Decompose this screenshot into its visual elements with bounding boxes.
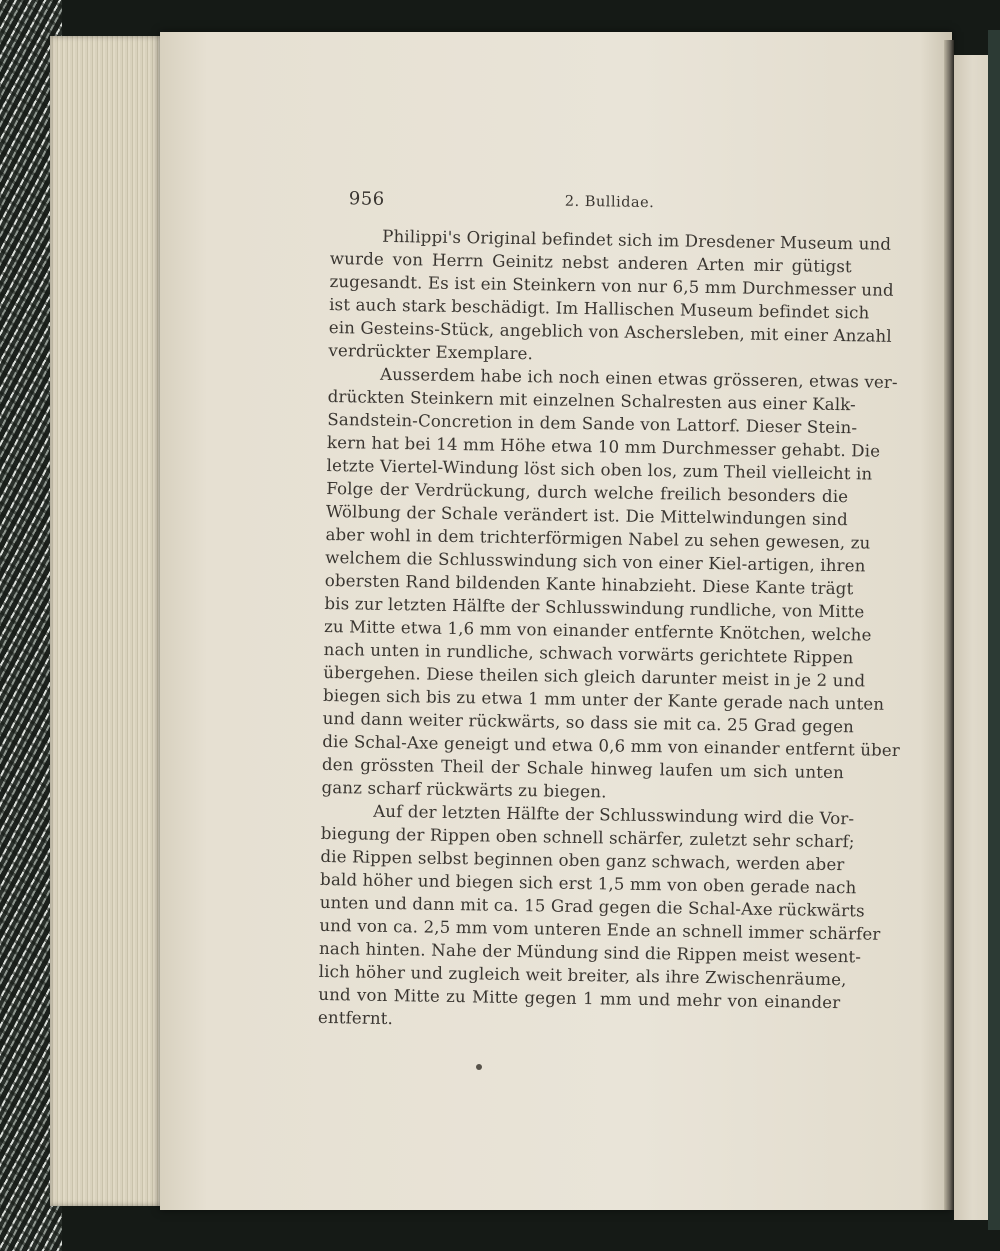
text-line: Philippi's Original befindet sich im Dresdener Museum und — [382, 226, 892, 254]
text-line: und dann weiter rückwärts, so dass sie mit ca. 25 Grad gegen — [322, 708, 855, 737]
text-line: die Schal-Axe geneigt und etwa 0,6 mm von einander entfernt über — [322, 731, 901, 761]
text-line: biegen sich bis zu etwa 1 mm unter der Kante gerade nach unten — [322, 685, 885, 714]
text-line: wurde von Herrn Geinitz nebst anderen Arten mir gütigst — [329, 248, 852, 277]
text-line: Folge der Verdrückung, durch welche freilich besonders die — [326, 478, 849, 507]
text-line: drückten Steinkern mit einzelnen Schalresten aus einer Kalk- — [327, 386, 857, 415]
book-gutter — [944, 40, 954, 1210]
text-line: unten und dann mit ca. 15 Grad gegen die Schal-Axe rückwärts — [319, 892, 865, 921]
text-line: ist auch stark beschädigt. Im Hallischen Museum befindet sich — [329, 294, 870, 323]
text-line: und von ca. 2,5 mm vom unteren Ende an schnell immer schärfer — [319, 915, 881, 944]
paragraph — [317, 799, 881, 1037]
running-title: 2. Bullidae. — [564, 193, 655, 212]
text-line: verdrückter Exemplare. — [328, 340, 534, 364]
text-line: und von Mitte zu Mitte gegen 1 mm und mehr von einander — [318, 984, 841, 1013]
text-line: bald höher und biegen sich erst 1,5 mm von oben gerade nach — [319, 869, 857, 898]
text-line: die Rippen selbst beginnen oben ganz schwach, werden aber — [320, 846, 845, 875]
text-line: ein Gesteins-Stück, angeblich von Aschersleben, mit einer Anzahl — [328, 317, 892, 346]
text-line: nach hinten. Nahe der Mündung sind die Rippen meist wesent- — [318, 938, 862, 967]
text-line: ganz scharf rückwärts zu biegen. — [321, 777, 607, 802]
text-line: nach unten in rundliche, schwach vorwärts gerichtete Rippen — [323, 639, 854, 668]
page-number: 956 — [348, 188, 385, 210]
paragraph — [328, 224, 894, 370]
text-line: den grössten Theil der Schale hinweg laufen um sich unten — [321, 754, 845, 783]
text-line: kern hat bei 14 mm Höhe etwa 10 mm Durchmesser gehabt. Die — [326, 432, 881, 461]
page-edges — [50, 36, 172, 1206]
text-line: bis zur letzten Hälfte der Schlusswindung rundliche, von Mitte — [324, 593, 865, 622]
text-line: lich höher und zugleich weit breiter, als ihre Zwischenräume, — [318, 961, 847, 990]
text-line: biegung der Rippen oben schnell schärfer, zuletzt sehr scharf; — [320, 823, 855, 852]
text-line: Wölbung der Schale verändert ist. Die Mittelwindungen sind — [325, 501, 849, 530]
book-cover-right — [988, 30, 1000, 1230]
text-line: zu Mitte etwa 1,6 mm von einander entfernte Knötchen, welche — [323, 616, 872, 645]
text-line: entfernt. — [317, 1007, 394, 1029]
text-line: übergehen. Diese theilen sich gleich darunter meist in je 2 und — [323, 662, 866, 691]
page-text — [317, 188, 901, 1037]
text-line: obersten Rand bildenden Kante hinabzieht. Diese Kante trägt — [324, 570, 854, 599]
text-line: letzte Viertel-Windung löst sich oben los, zum Theil vielleicht in — [326, 455, 873, 484]
ink-dot — [476, 1064, 482, 1070]
text-line: Auf der letzten Hälfte der Schlusswindung wird die Vor- — [373, 801, 855, 829]
body-text — [317, 224, 901, 1037]
text-line: Ausserdem habe ich noch einen etwas grösseren, etwas ver- — [379, 364, 898, 392]
text-line: welchem die Schlusswindung sich von einer Kiel-artigen, ihren — [325, 547, 866, 576]
text-line: aber wohl in dem trichterförmigen Nabel zu sehen gewesen, zu — [325, 524, 871, 553]
text-line: Sandstein-Concretion in dem Sande von Lattorf. Dieser Stein- — [327, 409, 858, 438]
paragraph — [321, 362, 901, 807]
text-line: zugesandt. Es ist ein Steinkern von nur 6,5 mm Durchmesser und — [329, 271, 894, 300]
